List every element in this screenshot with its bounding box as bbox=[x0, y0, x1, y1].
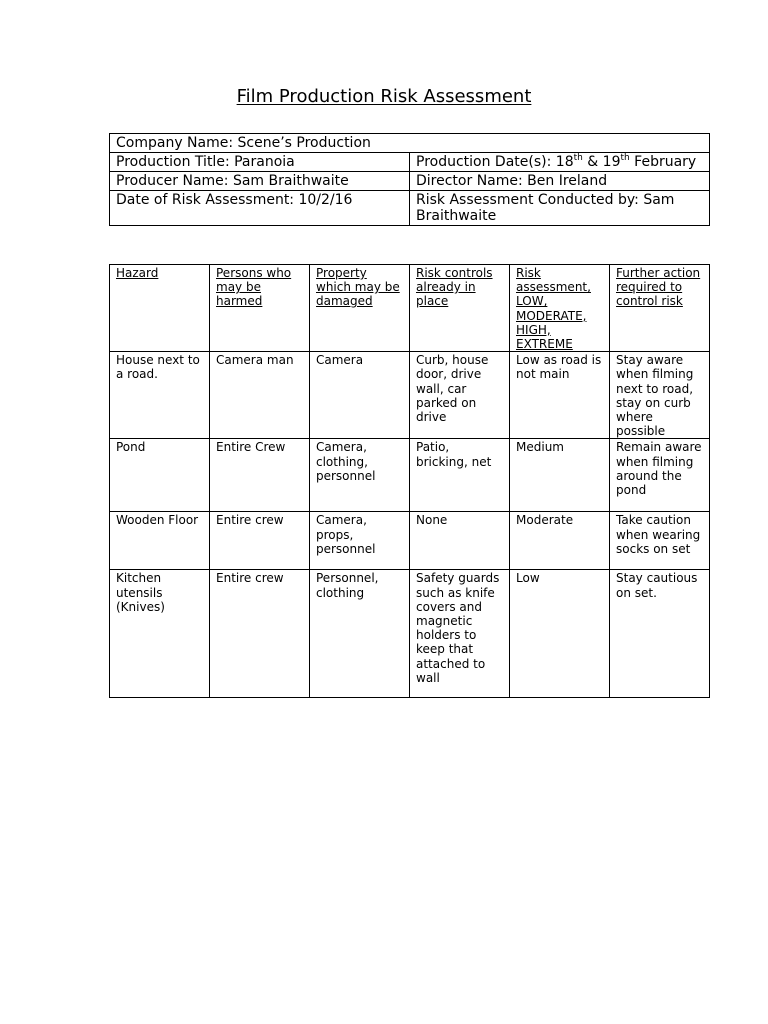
info-row bbox=[110, 153, 710, 172]
production-dates-cell bbox=[410, 153, 710, 172]
conducted-by-cell: Risk Assessment Conducted by: Sam Braithwaite bbox=[410, 191, 710, 226]
column-header-cell bbox=[410, 265, 510, 352]
table-cell: Moderate bbox=[510, 512, 610, 570]
table-cell: Camera man bbox=[210, 352, 310, 439]
dates-text: Production Date(s): 18 bbox=[416, 154, 574, 170]
table-cell: Pond bbox=[110, 439, 210, 512]
producer-name-cell: Producer Name: Sam Braithwaite bbox=[110, 172, 410, 191]
table-cell: Entire crew bbox=[210, 512, 310, 570]
table-cell: Patio, bricking, net bbox=[410, 439, 510, 512]
table-cell: House next to a road. bbox=[110, 352, 210, 439]
table-cell: Camera bbox=[310, 352, 410, 439]
column-header-cell bbox=[110, 265, 210, 352]
table-cell: Take caution when wearing socks on set bbox=[610, 512, 710, 570]
production-title-cell: Production Title: Paranoia bbox=[110, 153, 410, 172]
company-name-cell: Company Name: Scene’s Production bbox=[110, 134, 710, 153]
production-info-table bbox=[109, 133, 710, 226]
table-row bbox=[110, 512, 710, 570]
column-header: Persons who may be harmed bbox=[216, 266, 292, 309]
column-header-cell bbox=[210, 265, 310, 352]
column-header: Property which may be damaged bbox=[316, 266, 400, 309]
table-cell: Entire Crew bbox=[210, 439, 310, 512]
table-cell: Stay aware when filming next to road, stay on curb where possible bbox=[610, 352, 710, 439]
table-cell: Camera, props, personnel bbox=[310, 512, 410, 570]
table-cell: Remain aware when filming around the pond bbox=[610, 439, 710, 512]
assessment-date-cell: Date of Risk Assessment: 10/2/16 bbox=[110, 191, 410, 226]
table-cell: Curb, house door, drive wall, car parked on drive bbox=[410, 352, 510, 439]
director-name-cell: Director Name: Ben Ireland bbox=[410, 172, 710, 191]
column-header-cell bbox=[510, 265, 610, 352]
dates-superscript: th bbox=[573, 153, 583, 163]
table-cell: Kitchen utensils (Knives) bbox=[110, 570, 210, 698]
table-cell: None bbox=[410, 512, 510, 570]
table-row bbox=[110, 439, 710, 512]
table-cell: Low bbox=[510, 570, 610, 698]
column-header: Hazard bbox=[116, 266, 159, 280]
dates-text: & 19 bbox=[582, 154, 621, 170]
risk-assessment-table bbox=[109, 264, 710, 698]
info-row bbox=[110, 134, 710, 153]
table-cell: Wooden Floor bbox=[110, 512, 210, 570]
header-row bbox=[110, 265, 710, 352]
column-header: Risk assessment, LOW, MODERATE, HIGH, EXTREME bbox=[516, 266, 591, 352]
column-header-cell bbox=[310, 265, 410, 352]
table-cell: Personnel, clothing bbox=[310, 570, 410, 698]
dates-superscript: th bbox=[620, 153, 630, 163]
table-cell: Safety guards such as knife covers and magnetic holders to keep that attached to wall bbox=[410, 570, 510, 698]
table-cell: Entire crew bbox=[210, 570, 310, 698]
table-row bbox=[110, 352, 710, 439]
column-header-cell bbox=[610, 265, 710, 352]
dates-text: February bbox=[629, 154, 697, 170]
table-cell: Medium bbox=[510, 439, 610, 512]
table-cell: Camera, clothing, personnel bbox=[310, 439, 410, 512]
info-row bbox=[110, 172, 710, 191]
table-cell: Stay cautious on set. bbox=[610, 570, 710, 698]
table-row bbox=[110, 570, 710, 698]
document-title: Film Production Risk Assessment bbox=[236, 86, 532, 107]
column-header: Further action required to control risk bbox=[616, 266, 701, 309]
column-header: Risk controls already in place bbox=[416, 266, 493, 309]
table-cell: Low as road is not main bbox=[510, 352, 610, 439]
info-row bbox=[110, 191, 710, 226]
